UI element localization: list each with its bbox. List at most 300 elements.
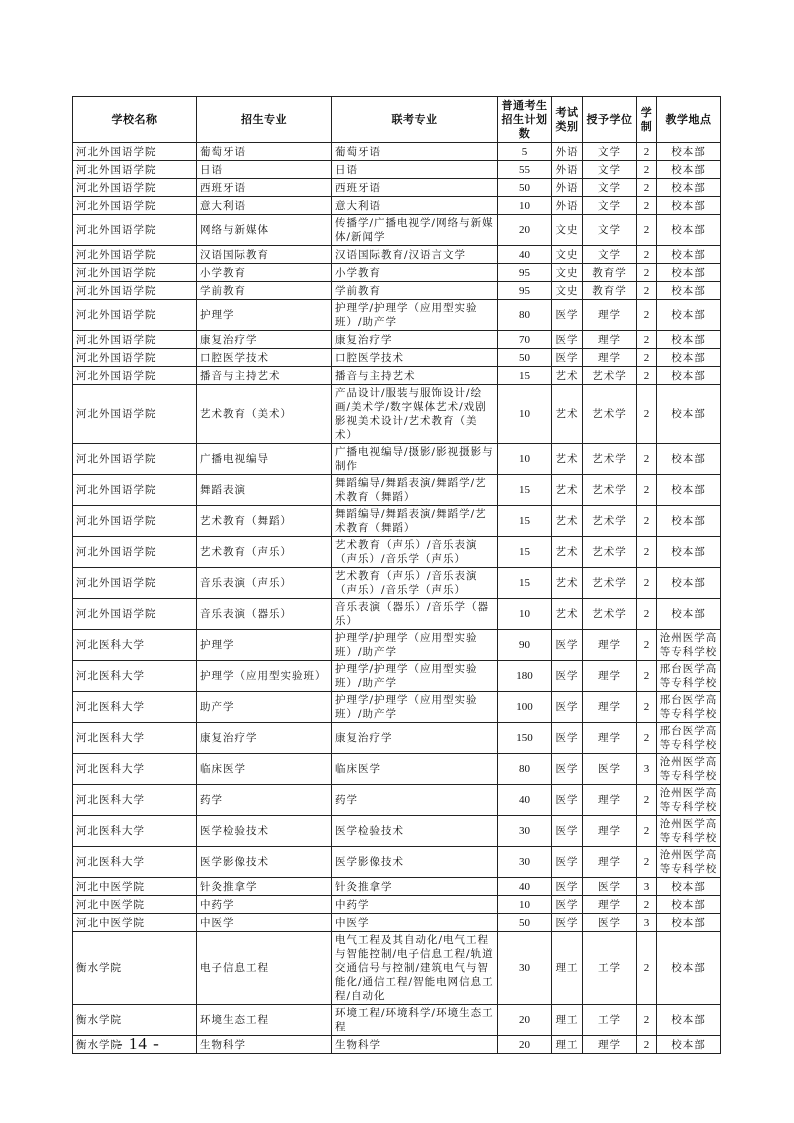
table-row (73, 506, 721, 537)
school-name-cell: 河北外国语学院 (73, 444, 197, 475)
header-plan-count: 普通考生招生计划数 (498, 97, 552, 143)
header-enrollment-major: 招生专业 (197, 97, 332, 143)
table-body (73, 143, 721, 1054)
teaching-location-cell: 沧州医学高等专科学校 (657, 630, 721, 661)
school-name-cell: 河北外国语学院 (73, 537, 197, 568)
joint-exam-major-cell: 生物科学 (332, 1036, 498, 1054)
degree-cell: 理学 (583, 723, 637, 754)
study-years-cell: 2 (637, 161, 657, 179)
plan-count-cell: 40 (498, 246, 552, 264)
exam-category-cell: 医学 (552, 661, 583, 692)
study-years-cell: 3 (637, 754, 657, 785)
school-name-cell: 河北外国语学院 (73, 246, 197, 264)
plan-count-cell: 15 (498, 367, 552, 385)
school-name-cell: 河北医科大学 (73, 723, 197, 754)
table-row (73, 215, 721, 246)
table-row (73, 661, 721, 692)
enrollment-major-cell: 播音与主持艺术 (197, 367, 332, 385)
study-years-cell: 2 (637, 847, 657, 878)
study-years-cell: 2 (637, 1036, 657, 1054)
degree-cell: 文学 (583, 161, 637, 179)
degree-cell: 医学 (583, 754, 637, 785)
table-row (73, 367, 721, 385)
degree-cell: 理学 (583, 630, 637, 661)
exam-category-cell: 艺术 (552, 599, 583, 630)
header-joint-exam-major: 联考专业 (332, 97, 498, 143)
table-header (73, 97, 721, 143)
school-name-cell: 河北外国语学院 (73, 568, 197, 599)
enrollment-major-cell: 西班牙语 (197, 179, 332, 197)
enrollment-major-cell: 口腔医学技术 (197, 349, 332, 367)
exam-category-cell: 文史 (552, 215, 583, 246)
exam-category-cell: 艺术 (552, 537, 583, 568)
study-years-cell: 3 (637, 878, 657, 896)
school-name-cell: 河北外国语学院 (73, 599, 197, 630)
exam-category-cell: 医学 (552, 754, 583, 785)
joint-exam-major-cell: 广播电视编导/摄影/影视摄影与制作 (332, 444, 498, 475)
table-row (73, 246, 721, 264)
school-name-cell: 河北外国语学院 (73, 282, 197, 300)
school-name-cell: 河北医科大学 (73, 692, 197, 723)
enrollment-major-cell: 医学影像技术 (197, 847, 332, 878)
enrollment-major-cell: 护理学 (197, 630, 332, 661)
school-name-cell: 衡水学院 (73, 932, 197, 1005)
header-degree: 授予学位 (583, 97, 637, 143)
enrollment-major-cell: 舞蹈表演 (197, 475, 332, 506)
joint-exam-major-cell: 针灸推拿学 (332, 878, 498, 896)
joint-exam-major-cell: 葡萄牙语 (332, 143, 498, 161)
plan-count-cell: 10 (498, 444, 552, 475)
table-row (73, 161, 721, 179)
exam-category-cell: 外语 (552, 197, 583, 215)
teaching-location-cell: 邢台医学高等专科学校 (657, 692, 721, 723)
teaching-location-cell: 校本部 (657, 246, 721, 264)
degree-cell: 艺术学 (583, 385, 637, 444)
school-name-cell: 河北中医学院 (73, 896, 197, 914)
degree-cell: 理学 (583, 896, 637, 914)
exam-category-cell: 文史 (552, 246, 583, 264)
degree-cell: 工学 (583, 1005, 637, 1036)
joint-exam-major-cell: 西班牙语 (332, 179, 498, 197)
school-name-cell: 河北外国语学院 (73, 475, 197, 506)
study-years-cell: 2 (637, 264, 657, 282)
table-row (73, 692, 721, 723)
page-number: - 14 - (117, 1034, 160, 1053)
joint-exam-major-cell: 学前教育 (332, 282, 498, 300)
joint-exam-major-cell: 意大利语 (332, 197, 498, 215)
joint-exam-major-cell: 护理学/护理学（应用型实验班）/助产学 (332, 300, 498, 331)
school-name-cell: 河北医科大学 (73, 754, 197, 785)
degree-cell: 理学 (583, 785, 637, 816)
plan-count-cell: 15 (498, 475, 552, 506)
study-years-cell: 2 (637, 896, 657, 914)
school-name-cell: 衡水学院 (73, 1005, 197, 1036)
joint-exam-major-cell: 舞蹈编导/舞蹈表演/舞蹈学/艺术教育（舞蹈） (332, 506, 498, 537)
table-row (73, 896, 721, 914)
teaching-location-cell: 校本部 (657, 367, 721, 385)
degree-cell: 文学 (583, 246, 637, 264)
exam-category-cell: 医学 (552, 300, 583, 331)
study-years-cell: 2 (637, 385, 657, 444)
teaching-location-cell: 校本部 (657, 475, 721, 506)
joint-exam-major-cell: 药学 (332, 785, 498, 816)
joint-exam-major-cell: 康复治疗学 (332, 723, 498, 754)
table-row (73, 197, 721, 215)
school-name-cell: 河北外国语学院 (73, 215, 197, 246)
plan-count-cell: 80 (498, 300, 552, 331)
study-years-cell: 2 (637, 630, 657, 661)
exam-category-cell: 医学 (552, 878, 583, 896)
enrollment-major-cell: 生物科学 (197, 1036, 332, 1054)
school-name-cell: 河北外国语学院 (73, 264, 197, 282)
study-years-cell: 2 (637, 506, 657, 537)
study-years-cell: 2 (637, 723, 657, 754)
school-name-cell: 河北医科大学 (73, 785, 197, 816)
study-years-cell: 2 (637, 475, 657, 506)
table-row (73, 932, 721, 1005)
teaching-location-cell: 邢台医学高等专科学校 (657, 723, 721, 754)
study-years-cell: 2 (637, 692, 657, 723)
degree-cell: 理学 (583, 661, 637, 692)
teaching-location-cell: 校本部 (657, 331, 721, 349)
teaching-location-cell: 校本部 (657, 349, 721, 367)
degree-cell: 文学 (583, 179, 637, 197)
exam-category-cell: 外语 (552, 143, 583, 161)
plan-count-cell: 30 (498, 847, 552, 878)
school-name-cell: 河北中医学院 (73, 914, 197, 932)
exam-category-cell: 医学 (552, 331, 583, 349)
table-row (73, 914, 721, 932)
plan-count-cell: 15 (498, 568, 552, 599)
enrollment-major-cell: 音乐表演（器乐） (197, 599, 332, 630)
joint-exam-major-cell: 护理学/护理学（应用型实验班）/助产学 (332, 692, 498, 723)
table-row (73, 1036, 721, 1054)
header-school-name: 学校名称 (73, 97, 197, 143)
plan-count-cell: 95 (498, 264, 552, 282)
study-years-cell: 2 (637, 246, 657, 264)
teaching-location-cell: 校本部 (657, 300, 721, 331)
joint-exam-major-cell: 康复治疗学 (332, 331, 498, 349)
header-exam-category: 考试类别 (552, 97, 583, 143)
enrollment-major-cell: 葡萄牙语 (197, 143, 332, 161)
table-row (73, 331, 721, 349)
joint-exam-major-cell: 艺术教育（声乐）/音乐表演（声乐）/音乐学（声乐） (332, 537, 498, 568)
study-years-cell: 2 (637, 537, 657, 568)
teaching-location-cell: 校本部 (657, 1005, 721, 1036)
joint-exam-major-cell: 舞蹈编导/舞蹈表演/舞蹈学/艺术教育（舞蹈） (332, 475, 498, 506)
degree-cell: 理学 (583, 331, 637, 349)
school-name-cell: 河北外国语学院 (73, 143, 197, 161)
exam-category-cell: 艺术 (552, 444, 583, 475)
table-row (73, 847, 721, 878)
degree-cell: 理学 (583, 847, 637, 878)
plan-count-cell: 55 (498, 161, 552, 179)
degree-cell: 艺术学 (583, 475, 637, 506)
plan-count-cell: 40 (498, 878, 552, 896)
school-name-cell: 河北中医学院 (73, 878, 197, 896)
degree-cell: 理学 (583, 349, 637, 367)
plan-count-cell: 30 (498, 932, 552, 1005)
degree-cell: 工学 (583, 932, 637, 1005)
table-row (73, 785, 721, 816)
enrollment-major-cell: 艺术教育（美术） (197, 385, 332, 444)
enrollment-major-cell: 康复治疗学 (197, 331, 332, 349)
teaching-location-cell: 校本部 (657, 385, 721, 444)
joint-exam-major-cell: 艺术教育（声乐）/音乐表演（声乐）/音乐学（声乐） (332, 568, 498, 599)
study-years-cell: 2 (637, 349, 657, 367)
exam-category-cell: 医学 (552, 630, 583, 661)
enrollment-major-cell: 日语 (197, 161, 332, 179)
exam-category-cell: 理工 (552, 1005, 583, 1036)
teaching-location-cell: 校本部 (657, 215, 721, 246)
table-row (73, 878, 721, 896)
joint-exam-major-cell: 小学教育 (332, 264, 498, 282)
enrollment-major-cell: 康复治疗学 (197, 723, 332, 754)
table-row (73, 599, 721, 630)
exam-category-cell: 医学 (552, 847, 583, 878)
school-name-cell: 衡水学院 (73, 1036, 197, 1054)
school-name-cell: 河北外国语学院 (73, 300, 197, 331)
exam-category-cell: 文史 (552, 282, 583, 300)
table-row (73, 179, 721, 197)
enrollment-major-cell: 学前教育 (197, 282, 332, 300)
degree-cell: 教育学 (583, 264, 637, 282)
degree-cell: 理学 (583, 692, 637, 723)
school-name-cell: 河北外国语学院 (73, 331, 197, 349)
exam-category-cell: 艺术 (552, 475, 583, 506)
exam-category-cell: 医学 (552, 914, 583, 932)
degree-cell: 文学 (583, 143, 637, 161)
plan-count-cell: 150 (498, 723, 552, 754)
exam-category-cell: 理工 (552, 932, 583, 1005)
plan-count-cell: 30 (498, 816, 552, 847)
exam-category-cell: 医学 (552, 785, 583, 816)
degree-cell: 艺术学 (583, 444, 637, 475)
teaching-location-cell: 校本部 (657, 568, 721, 599)
teaching-location-cell: 邢台医学高等专科学校 (657, 661, 721, 692)
study-years-cell: 2 (637, 367, 657, 385)
degree-cell: 艺术学 (583, 367, 637, 385)
enrollment-major-cell: 艺术教育（舞蹈） (197, 506, 332, 537)
teaching-location-cell: 校本部 (657, 896, 721, 914)
joint-exam-major-cell: 护理学/护理学（应用型实验班）/助产学 (332, 630, 498, 661)
degree-cell: 教育学 (583, 282, 637, 300)
plan-count-cell: 50 (498, 179, 552, 197)
teaching-location-cell: 校本部 (657, 264, 721, 282)
teaching-location-cell: 沧州医学高等专科学校 (657, 785, 721, 816)
teaching-location-cell: 校本部 (657, 599, 721, 630)
degree-cell: 文学 (583, 215, 637, 246)
plan-count-cell: 70 (498, 331, 552, 349)
study-years-cell: 2 (637, 282, 657, 300)
exam-category-cell: 医学 (552, 692, 583, 723)
enrollment-major-cell: 医学检验技术 (197, 816, 332, 847)
header-teaching-location: 教学地点 (657, 97, 721, 143)
exam-category-cell: 外语 (552, 179, 583, 197)
enrollment-major-cell: 临床医学 (197, 754, 332, 785)
study-years-cell: 2 (637, 444, 657, 475)
table-row (73, 568, 721, 599)
enrollment-major-cell: 意大利语 (197, 197, 332, 215)
exam-category-cell: 艺术 (552, 568, 583, 599)
plan-count-cell: 10 (498, 599, 552, 630)
joint-exam-major-cell: 中药学 (332, 896, 498, 914)
joint-exam-major-cell: 临床医学 (332, 754, 498, 785)
joint-exam-major-cell: 产品设计/服装与服饰设计/绘画/美术学/数字媒体艺术/戏剧影视美术设计/艺术教育（美术） (332, 385, 498, 444)
study-years-cell: 2 (637, 661, 657, 692)
school-name-cell: 河北医科大学 (73, 816, 197, 847)
exam-category-cell: 医学 (552, 349, 583, 367)
enrollment-major-cell: 环境生态工程 (197, 1005, 332, 1036)
plan-count-cell: 50 (498, 914, 552, 932)
teaching-location-cell: 校本部 (657, 1036, 721, 1054)
school-name-cell: 河北外国语学院 (73, 179, 197, 197)
teaching-location-cell: 校本部 (657, 143, 721, 161)
teaching-location-cell: 校本部 (657, 444, 721, 475)
study-years-cell: 2 (637, 816, 657, 847)
degree-cell: 艺术学 (583, 599, 637, 630)
teaching-location-cell: 校本部 (657, 932, 721, 1005)
enrollment-major-cell: 护理学（应用型实验班） (197, 661, 332, 692)
school-name-cell: 河北外国语学院 (73, 349, 197, 367)
school-name-cell: 河北医科大学 (73, 661, 197, 692)
plan-count-cell: 95 (498, 282, 552, 300)
enrollment-major-cell: 电子信息工程 (197, 932, 332, 1005)
teaching-location-cell: 校本部 (657, 878, 721, 896)
enrollment-major-cell: 汉语国际教育 (197, 246, 332, 264)
table-row (73, 282, 721, 300)
teaching-location-cell: 校本部 (657, 914, 721, 932)
table-row (73, 143, 721, 161)
enrollment-major-cell: 中药学 (197, 896, 332, 914)
study-years-cell: 2 (637, 179, 657, 197)
exam-category-cell: 文史 (552, 264, 583, 282)
exam-category-cell: 医学 (552, 816, 583, 847)
table-row (73, 264, 721, 282)
enrollment-major-cell: 艺术教育（声乐） (197, 537, 332, 568)
plan-count-cell: 20 (498, 1036, 552, 1054)
exam-category-cell: 理工 (552, 1036, 583, 1054)
teaching-location-cell: 校本部 (657, 179, 721, 197)
plan-count-cell: 20 (498, 215, 552, 246)
plan-count-cell: 20 (498, 1005, 552, 1036)
study-years-cell: 2 (637, 785, 657, 816)
table-row (73, 349, 721, 367)
table-row (73, 300, 721, 331)
admissions-plan-table (72, 96, 721, 1054)
table-row (73, 630, 721, 661)
enrollment-major-cell: 网络与新媒体 (197, 215, 332, 246)
plan-count-cell: 50 (498, 349, 552, 367)
table-row (73, 537, 721, 568)
joint-exam-major-cell: 电气工程及其自动化/电气工程与智能控制/电子信息工程/轨道交通信号与控制/建筑电气与智能化/通信工程/智能电网信息工程/自动化 (332, 932, 498, 1005)
table-row (73, 475, 721, 506)
plan-count-cell: 15 (498, 506, 552, 537)
school-name-cell: 河北医科大学 (73, 630, 197, 661)
table-row (73, 754, 721, 785)
teaching-location-cell: 校本部 (657, 282, 721, 300)
study-years-cell: 2 (637, 215, 657, 246)
teaching-location-cell: 沧州医学高等专科学校 (657, 816, 721, 847)
degree-cell: 理学 (583, 1036, 637, 1054)
enrollment-major-cell: 助产学 (197, 692, 332, 723)
exam-category-cell: 艺术 (552, 506, 583, 537)
plan-count-cell: 180 (498, 661, 552, 692)
joint-exam-major-cell: 中医学 (332, 914, 498, 932)
enrollment-major-cell: 广播电视编导 (197, 444, 332, 475)
study-years-cell: 2 (637, 599, 657, 630)
degree-cell: 理学 (583, 816, 637, 847)
enrollment-major-cell: 中医学 (197, 914, 332, 932)
study-years-cell: 2 (637, 331, 657, 349)
teaching-location-cell: 校本部 (657, 197, 721, 215)
joint-exam-major-cell: 汉语国际教育/汉语言文学 (332, 246, 498, 264)
school-name-cell: 河北外国语学院 (73, 161, 197, 179)
school-name-cell: 河北外国语学院 (73, 367, 197, 385)
teaching-location-cell: 校本部 (657, 161, 721, 179)
study-years-cell: 2 (637, 932, 657, 1005)
enrollment-major-cell: 针灸推拿学 (197, 878, 332, 896)
degree-cell: 医学 (583, 914, 637, 932)
study-years-cell: 2 (637, 1005, 657, 1036)
joint-exam-major-cell: 医学影像技术 (332, 847, 498, 878)
header-study-years: 学制 (637, 97, 657, 143)
enrollment-major-cell: 药学 (197, 785, 332, 816)
teaching-location-cell: 沧州医学高等专科学校 (657, 847, 721, 878)
table-row (73, 816, 721, 847)
study-years-cell: 3 (637, 914, 657, 932)
exam-category-cell: 医学 (552, 723, 583, 754)
plan-count-cell: 40 (498, 785, 552, 816)
plan-count-cell: 10 (498, 896, 552, 914)
joint-exam-major-cell: 口腔医学技术 (332, 349, 498, 367)
plan-count-cell: 5 (498, 143, 552, 161)
school-name-cell: 河北外国语学院 (73, 506, 197, 537)
joint-exam-major-cell: 医学检验技术 (332, 816, 498, 847)
degree-cell: 理学 (583, 300, 637, 331)
joint-exam-major-cell: 日语 (332, 161, 498, 179)
degree-cell: 医学 (583, 878, 637, 896)
study-years-cell: 2 (637, 197, 657, 215)
exam-category-cell: 外语 (552, 161, 583, 179)
joint-exam-major-cell: 环境工程/环境科学/环境生态工程 (332, 1005, 498, 1036)
exam-category-cell: 医学 (552, 896, 583, 914)
table-row (73, 1005, 721, 1036)
plan-count-cell: 10 (498, 385, 552, 444)
teaching-location-cell: 沧州医学高等专科学校 (657, 754, 721, 785)
exam-category-cell: 艺术 (552, 367, 583, 385)
table-row (73, 723, 721, 754)
plan-count-cell: 80 (498, 754, 552, 785)
school-name-cell: 河北外国语学院 (73, 385, 197, 444)
plan-count-cell: 90 (498, 630, 552, 661)
teaching-location-cell: 校本部 (657, 537, 721, 568)
joint-exam-major-cell: 播音与主持艺术 (332, 367, 498, 385)
enrollment-major-cell: 音乐表演（声乐） (197, 568, 332, 599)
degree-cell: 文学 (583, 197, 637, 215)
plan-count-cell: 100 (498, 692, 552, 723)
plan-count-cell: 15 (498, 537, 552, 568)
study-years-cell: 2 (637, 143, 657, 161)
study-years-cell: 2 (637, 300, 657, 331)
teaching-location-cell: 校本部 (657, 506, 721, 537)
table-row (73, 444, 721, 475)
degree-cell: 艺术学 (583, 568, 637, 599)
enrollment-major-cell: 小学教育 (197, 264, 332, 282)
school-name-cell: 河北医科大学 (73, 847, 197, 878)
table-row (73, 385, 721, 444)
enrollment-major-cell: 护理学 (197, 300, 332, 331)
